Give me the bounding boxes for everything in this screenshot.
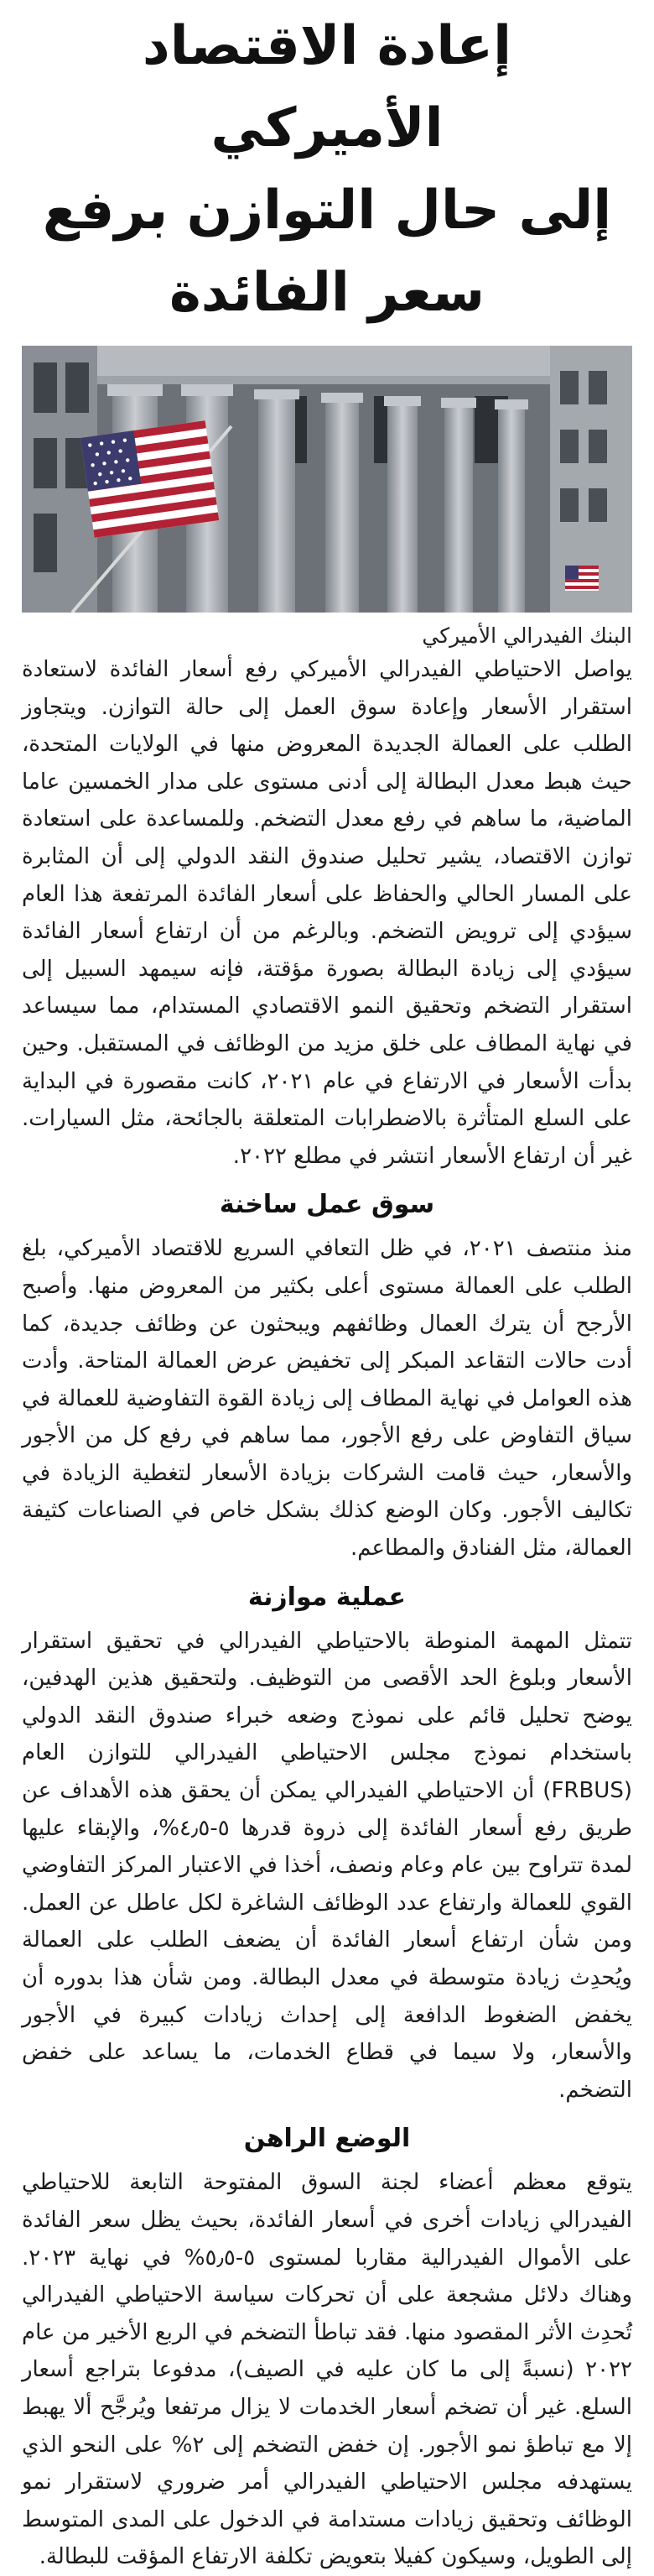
section-body-current-situation: يتوقع معظم أعضاء لجنة السوق المفتوحة التابعة للاحتياطي الفيدرالي زيادات أخرى في أسعار الفائدة، بحيث يظل سعر الفائدة على الأموال الفيدرالية مقاربا لمستوى ٥-٥٫٥% في نهاية ٢٠٢٣. وهناك دلائل مشجعة على أن تحركات سياسة الاحتياطي الفيدرالي تُحدِث الأثر المقصود منها. فقد تباطأ التضخم في الربع الأخير من عام ٢٠٢٢ (نسبةً إلى ما كان عليه في الصيف)، مدفوعا بتراجع أسعار السلع. غير أن تضخم أسعار الخدمات لا يزال مرتفعا ويُرجَّح ألا يهبط إلا مع تباطؤ نمو الأجور. إن خفض التضخم إلى ٢% على النحو الذي يستهدفه مجلس الاحتياطي الفيدرالي أمر ضروري لاستقرار نمو الوظائف وتحقيق زيادات مستدامة في الدخول على المدى المتوسط إلى الطويل، وسيكون كفيلا بتعويض تكلفة الارتفاع المؤقت للبطالة. [22,2170,632,2570]
section-body-balancing-act: تتمثل المهمة المنوطة بالاحتياطي الفيدرالي في تحقيق استقرار الأسعار وبلوغ الحد الأقصى من التوظيف. ولتحقيق هذين الهدفين، يوضح تحليل قائم على نموذج وضعه خبراء صندوق النقد الدولي باستخدام نموذج مجلس الاحتياطي الفيدرالي للتوازن العام (FRBUS) أن الاحتياطي الفيدرالي يمكن أن يحقق هذه الأهداف عن طريق رفع أسعار الفائدة إلى ذروة قدرها ٥-٤٫٥%، والإبقاء عليها لمدة تتراوح بين عام وعام ونصف، أخذا في الاعتبار المركز التفاوضي القوي للعمالة وارتفاع عدد الوظائف الشاغرة لكل عاطل عن العمل. ومن شأن ارتفاع أسعار الفائدة أن يضعف الطلب على العمالة ويُحدِث زيادة متوسطة في معدل البطالة. ومن شأن هذا بدوره أن يخفض الضغوط الدافعة إلى إحداث زيادات كبيرة في الأجور والأسعار، ولا سيما في قطاع الخدمات، ما يساعد على خفض التضخم. [22,1628,633,2103]
section-heading-current-situation: الوضع الراهن [243,2124,411,2154]
photo-caption: البنك الفيدرالي الأميركي [422,623,632,648]
article-title-line-1: إعادة الاقتصاد الأميركي [142,15,512,159]
article-photo [22,346,632,613]
section-heading-balancing-act: عملية موازنة [247,1582,407,1612]
article-title-line-2: إلى حال التوازن برفع سعر الفائدة [42,180,612,324]
article-title [22,0,632,334]
intro-paragraph: يواصل الاحتياطي الفيدرالي الأميركي رفع أسعار الفائدة لاستعادة استقرار الأسعار وإعادة سوق العمل إلى حالة التوازن. ويتجاوز الطلب على العمالة الجديدة المعروض منها في الولايات المتحدة، حيث هبط معدل البطالة إلى أدنى مستوى على مدار الخمسين عاما الماضية، ما ساهم في رفع معدل التضخم. وللمساعدة على استعادة توازن الاقتصاد، يشير تحليل صندوق النقد الدولي إلى أن المثابرة على المسار الحالي والحفاظ على أسعار الفائدة المرتفعة هذا العام سيؤدي إلى ترويض التضخم. وبالرغم من أن ارتفاع أسعار الفائدة سيؤدي إلى زيادة البطالة بصورة مؤقتة، فإنه سيمهد السبيل إلى استقرار التضخم وتحقيق النمو الاقتصادي المستدام، مما سيساعد في نهاية المطاف على خلق مزيد من الوظائف في المستقبل. وحين بدأت الأسعار في الارتفاع في عام ٢٠٢١، كانت مقصورة في البداية على السلع المتأثرة بالاضطرابات المتعلقة بالجائحة، مثل السيارات. غير أن ارتفاع الأسعار انتشر في مطلع ٢٠٢٢. [22,657,632,1169]
section-heading-hot-labor-market: سوق عمل ساخنة [219,1190,435,1220]
federal-reserve-building-photo [22,346,632,613]
section-body-hot-labor-market: منذ منتصف ٢٠٢١، في ظل التعافي السريع للاقتصاد الأميركي، بلغ الطلب على العمالة مستوى أعلى بكثير من المعروض منها. وأصبح الأرجح أن يترك العمال وظائفهم ويبحثون عن وظائف جديدة، كما أدت حالات التقاعد المبكر إلى تخفيض عرض العمالة المتاحة. وأدت هذه العوامل في نهاية المطاف إلى زيادة القوة التفاوضية للعمالة في سياق التفاوض على رفع الأجور، مما ساهم في رفع كل من الأجور والأسعار، حيث قامت الشركات بزيادة الأسعار لتغطية الزيادة في تكاليف الأجور. وكان الوضع كذلك بشكل خاص في الصناعات كثيفة العمالة، مثل الفنادق والمطاعم. [22,1236,633,1562]
